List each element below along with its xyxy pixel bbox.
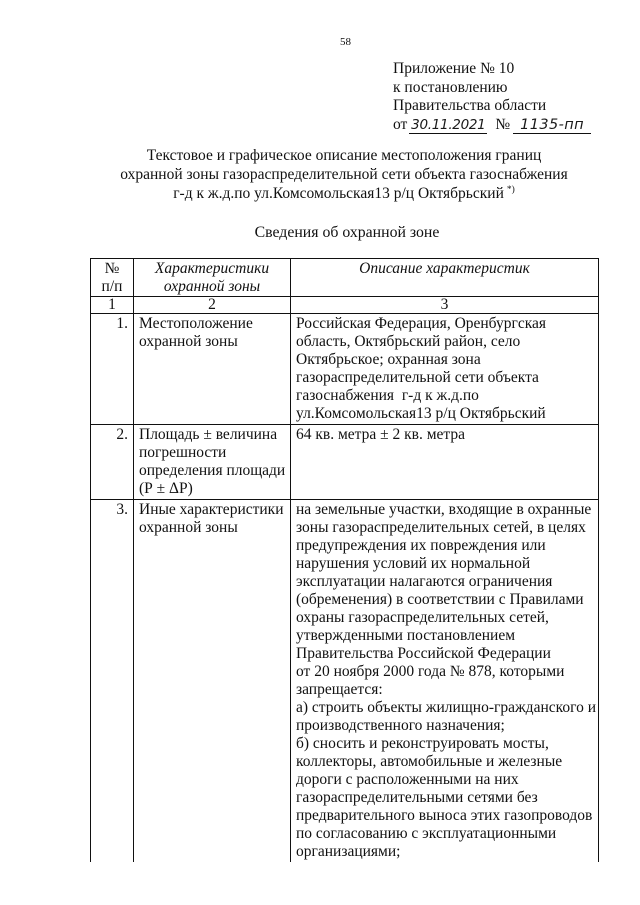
row-number-cell [91, 425, 134, 500]
date-field [409, 117, 487, 134]
description-line: предупреждения их повреждения или [296, 537, 546, 554]
description-line: на земельные участки, входящие в охранные [296, 501, 592, 518]
column-number: 2 [134, 297, 291, 314]
header-text: п/п [101, 277, 123, 295]
description-line: а) строить объекты жилищно-гражданского и [296, 699, 597, 716]
title-line: Текстовое и графическое описание местоположения границ [146, 147, 542, 164]
title-line: г-д к ж.д.по ул.Комсомольская13 р/ц Октябрьский [173, 185, 504, 202]
table-body [91, 259, 599, 863]
characteristic-line: погрешности [139, 444, 227, 461]
document-title [90, 146, 598, 206]
characteristic-line: Иные характеристики [139, 501, 284, 518]
description-line: эксплуатации налагаются ограничения [296, 573, 553, 590]
characteristic-cell [134, 500, 291, 863]
description-cell [291, 425, 599, 500]
description-line: утвержденными постановлением [296, 627, 516, 644]
column-number: 3 [291, 297, 599, 314]
description-line: от 20 ноября 2000 года № 878, которыми [296, 663, 565, 680]
description-line: Правительства Российской Федерации [296, 645, 551, 662]
description-line: производственного назначения; [296, 717, 505, 734]
table-header-row [91, 259, 599, 297]
description-cell [291, 500, 599, 863]
table-row [91, 425, 599, 500]
description-line: Октябрьское; охранная зона [296, 351, 481, 368]
table-row [91, 500, 599, 863]
row-number: 1. [116, 315, 128, 332]
description-line: организациями; [296, 843, 401, 860]
date-prefix: от [393, 115, 408, 133]
column-number: 1 [91, 297, 134, 314]
header-characteristic-cell [134, 259, 291, 297]
description-line: газоснабжения г-д к ж.д.по [296, 387, 479, 404]
zone-info-table [90, 258, 599, 862]
characteristic-line: определения площади [139, 462, 286, 479]
header-text: Характеристики [154, 260, 270, 277]
description-line: газораспределительной сети объекта [296, 369, 539, 386]
description-line: 64 кв. метра ± 2 кв. метра [296, 426, 466, 443]
row-number: 3. [116, 501, 128, 518]
description-line: Российская Федерация, Оренбургская [296, 315, 547, 332]
description-line: область, Октябрьский район, село [296, 333, 521, 350]
characteristic-cell [134, 425, 291, 500]
characteristic-line: охранной зоны [139, 519, 238, 536]
description-line: по согласованию с эксплуатационными [296, 825, 557, 842]
header-text: № [104, 260, 120, 277]
appendix-block [393, 60, 591, 134]
header-text: охранной зоны [163, 277, 261, 295]
description-line: предварительного выноса этих газопроводов [296, 807, 593, 824]
characteristic-line: Местоположение [139, 315, 253, 332]
header-number-cell [91, 259, 134, 297]
appendix-date-line [393, 116, 591, 135]
description-line: зоны газораспределительных сетей, в целях [296, 519, 586, 536]
description-line: нарушения условий их нормальной [296, 555, 531, 572]
title-line-with-footnote [90, 184, 598, 206]
description-line: ул.Комсомольская13 р/ц Октябрьский [296, 405, 546, 422]
header-text: Описание характеристик [359, 260, 530, 277]
number-field [513, 117, 591, 134]
characteristic-cell [134, 314, 291, 425]
description-line: б) сносить и реконструировать мосты, [296, 735, 549, 752]
characteristic-line: Площадь ± величина [139, 426, 278, 443]
characteristic-line: охранной зоны [139, 333, 238, 350]
appendix-line: к постановлению [393, 78, 508, 96]
footnote-mark: *) [506, 185, 515, 195]
page-number: 58 [340, 36, 351, 48]
row-number-cell [91, 500, 134, 863]
description-line: газораспределительными сетями без [296, 789, 538, 806]
description-line: (обременения) в соответствии с Правилами [296, 591, 584, 608]
description-line: дороги с расположенными на них [296, 771, 519, 788]
section-heading: Сведения об охранной зоне [254, 224, 440, 241]
description-cell [291, 314, 599, 425]
description-line: запрещается: [296, 681, 383, 698]
row-number: 2. [116, 426, 128, 443]
characteristic-line: (Р ± ΔР) [139, 480, 193, 497]
appendix-line: Приложение № 10 [393, 60, 515, 77]
appendix-line: Правительства области [393, 97, 547, 114]
header-description-cell [291, 259, 599, 297]
row-number-cell [91, 314, 134, 425]
column-number-row [91, 297, 599, 314]
number-sign: № [495, 115, 511, 133]
handwritten-date: 30.11.2021 [411, 117, 486, 133]
description-line: коллекторы, автомобильные и железные [296, 753, 563, 770]
title-line: охранной зоны газораспределительной сети объекта газоснабжения [120, 166, 568, 183]
description-line: охраны газораспределительных сетей, [296, 609, 549, 626]
table-row [91, 314, 599, 425]
handwritten-number: 1135-пп [520, 117, 585, 133]
